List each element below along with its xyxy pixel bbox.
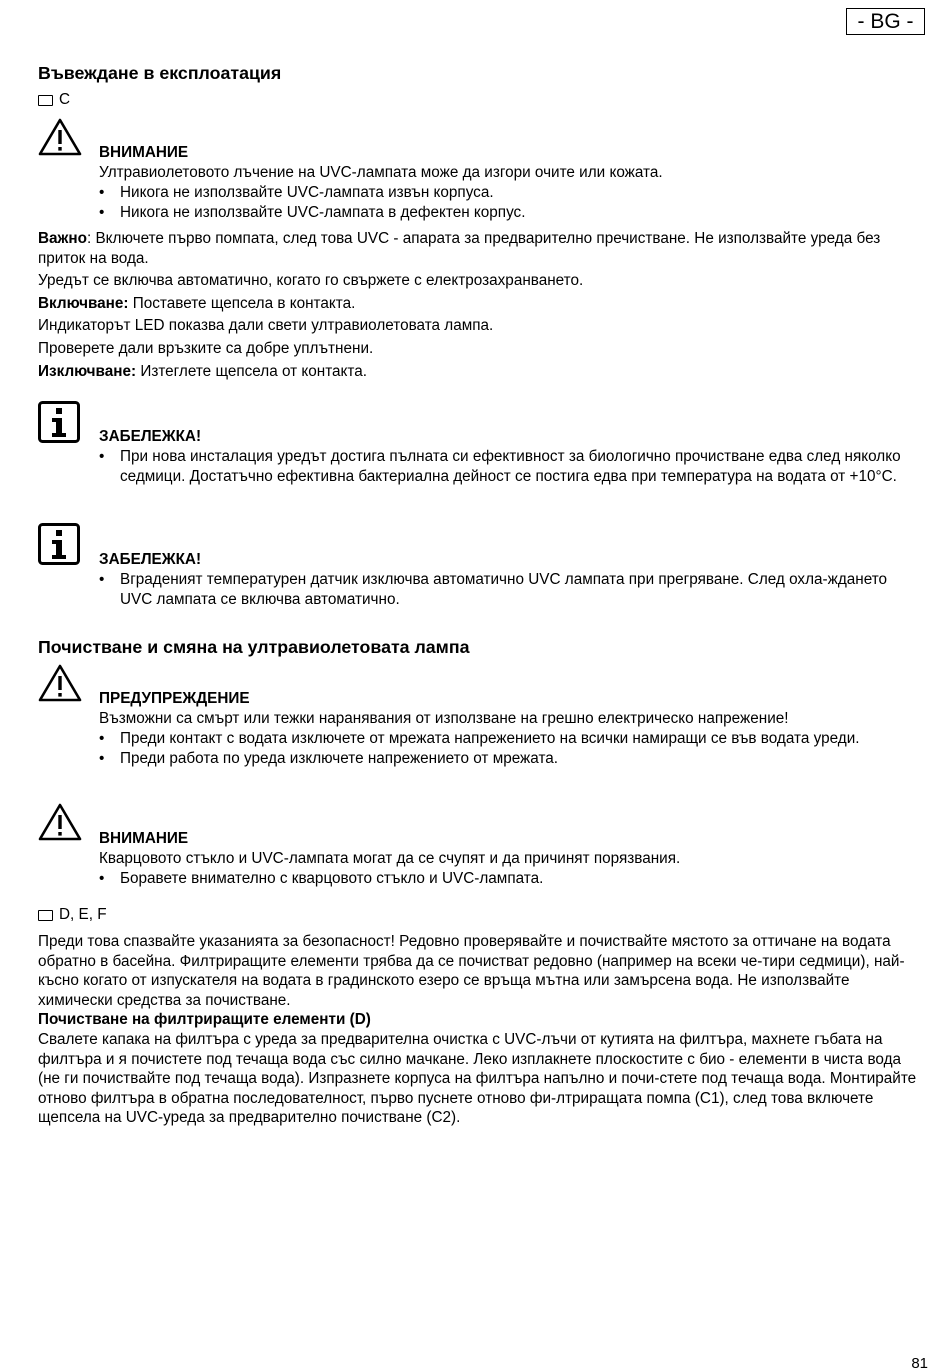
warning-triangle-icon bbox=[38, 118, 82, 156]
note-heading: ЗАБЕЛЕЖКА! bbox=[99, 428, 202, 445]
warning-text: Ултравиолетовото лъчение на UVC-лампата може да изгори очите или кожата. bbox=[99, 164, 663, 181]
attention-block bbox=[99, 829, 922, 889]
figure-reference bbox=[38, 91, 70, 109]
commissioning-instructions bbox=[38, 229, 926, 384]
switch-on-text: Поставете щепсела в контакта. bbox=[128, 294, 356, 312]
led-paragraph: Индикаторът LED показва дали свети ултравиолетовата лампа. bbox=[38, 317, 494, 335]
switch-on-paragraph bbox=[38, 294, 926, 314]
note-list bbox=[99, 447, 922, 487]
list-item: • Никога не използвайте UVC-лампата в дефектен корпус. bbox=[99, 203, 922, 223]
caution-text: Възможни са смърт или тежки наранявания от използване на грешно електрическо напрежение! bbox=[99, 710, 789, 727]
important-label: Важно bbox=[38, 230, 87, 247]
note-block-1 bbox=[99, 427, 922, 487]
attention-heading: ВНИМАНИЕ bbox=[99, 830, 189, 847]
filter-cleaning-heading: Почистване на филтриращите елементи (D) bbox=[38, 1011, 371, 1029]
caution-heading: ПРЕДУПРЕЖДЕНИЕ bbox=[99, 690, 250, 707]
switch-off-label: Изключване: bbox=[38, 362, 137, 380]
figure-reference-label: D, E, F bbox=[59, 906, 107, 923]
attention-list bbox=[99, 869, 922, 889]
note-block-2 bbox=[99, 550, 922, 610]
list-item: • При нова инсталация уредът достига пълната си ефективност за биологично прочистване едва след няколко седмици. Достатъчно ефективна бактериална дейност се постига едва при температура на водата от +10°C. bbox=[99, 447, 922, 487]
info-note-icon bbox=[38, 523, 80, 565]
warning-triangle-icon bbox=[38, 803, 82, 841]
warning-heading: ВНИМАНИЕ bbox=[99, 144, 189, 161]
section-title-commissioning: Въвеждане в експлоатация bbox=[38, 63, 282, 83]
figure-box-icon bbox=[38, 95, 53, 106]
switch-off-text: Изтеглете щепсела от контакта. bbox=[136, 362, 368, 380]
caution-block bbox=[99, 689, 922, 769]
caution-list bbox=[99, 729, 922, 769]
filter-cleaning-text: Свалете капака на филтъра с уреда за предварителна очистка с UVC-лъчи от кутията на филтъра, махнете гъбата на филтъра и я почистете под течаща вода със силно мачкане. Леко изплакнете плоскостите с био - елементи в чиста вода (не ги почиствайте под течаща вода). Изпразнете корпуса на филтъра напълно и почи-стете под течаща вода. Монтирайте отново филтъра в обратна последователност, първо пуснете отново фи-лтриращата помпа (C1), след това включете щепсела на UVC-уреда за предварително почистване (C2). bbox=[38, 1030, 917, 1127]
list-item: • Боравете внимателно с кварцовото стъкло и UVC-лампата. bbox=[99, 869, 922, 889]
important-paragraph bbox=[38, 229, 926, 268]
cleaning-intro: Преди това спазвайте указанията за безопасност! Редовно проверявайте и почиствайте мястото за оттичане на водата обратно в басейна. Филтриращите елементи трябва да се почистват редовно (например на всеки че-тири седмици), най-късно когато от изпускателя на водата в градинското езеро се връща мътна или замърсена вода. Не използвайте химически средства за почистване. bbox=[38, 933, 905, 1009]
auto-switch-paragraph: Уредът се включва автоматично, когато го свържете с електрозахранването. bbox=[38, 272, 584, 290]
switch-off-paragraph bbox=[38, 362, 926, 382]
check-paragraph: Проверете дали връзките са добре уплътнени. bbox=[38, 339, 374, 357]
figure-box-icon bbox=[38, 910, 53, 921]
attention-text: Кварцовото стъкло и UVC-лампата могат да се счупят и да причинят порязвания. bbox=[99, 850, 681, 867]
figure-reference-label: C bbox=[59, 91, 71, 108]
language-tag: - BG - bbox=[846, 8, 925, 35]
switch-on-label: Включване: bbox=[38, 294, 129, 312]
list-item: • Преди контакт с водата изключете от мрежата напрежението на всички намиращи се във водата уреди. bbox=[99, 729, 922, 749]
page-number: 81 bbox=[911, 1355, 928, 1372]
warning-block bbox=[99, 143, 922, 223]
figure-reference bbox=[38, 906, 107, 924]
list-item: • Никога не използвайте UVC-лампата извън корпуса. bbox=[99, 183, 922, 203]
warning-list bbox=[99, 183, 922, 223]
warning-triangle-icon bbox=[38, 664, 82, 702]
cleaning-text bbox=[38, 932, 926, 1128]
info-note-icon bbox=[38, 401, 80, 443]
section-title-cleaning: Почистване и смяна на ултравиолетовата лампа bbox=[38, 637, 470, 657]
note-heading: ЗАБЕЛЕЖКА! bbox=[99, 551, 202, 568]
list-item: • Вграденият температурен датчик изключва автоматично UVC лампата при прегряване. След охла-ждането UVC лампата се включва автоматично. bbox=[99, 570, 922, 610]
important-text: : Включете първо помпата, след това UVC - апарата за предварително пречистване. Не използвайте уреда без приток на вода. bbox=[38, 230, 881, 267]
list-item: • Преди работа по уреда изключете напрежението от мрежата. bbox=[99, 749, 922, 769]
note-list bbox=[99, 570, 922, 610]
